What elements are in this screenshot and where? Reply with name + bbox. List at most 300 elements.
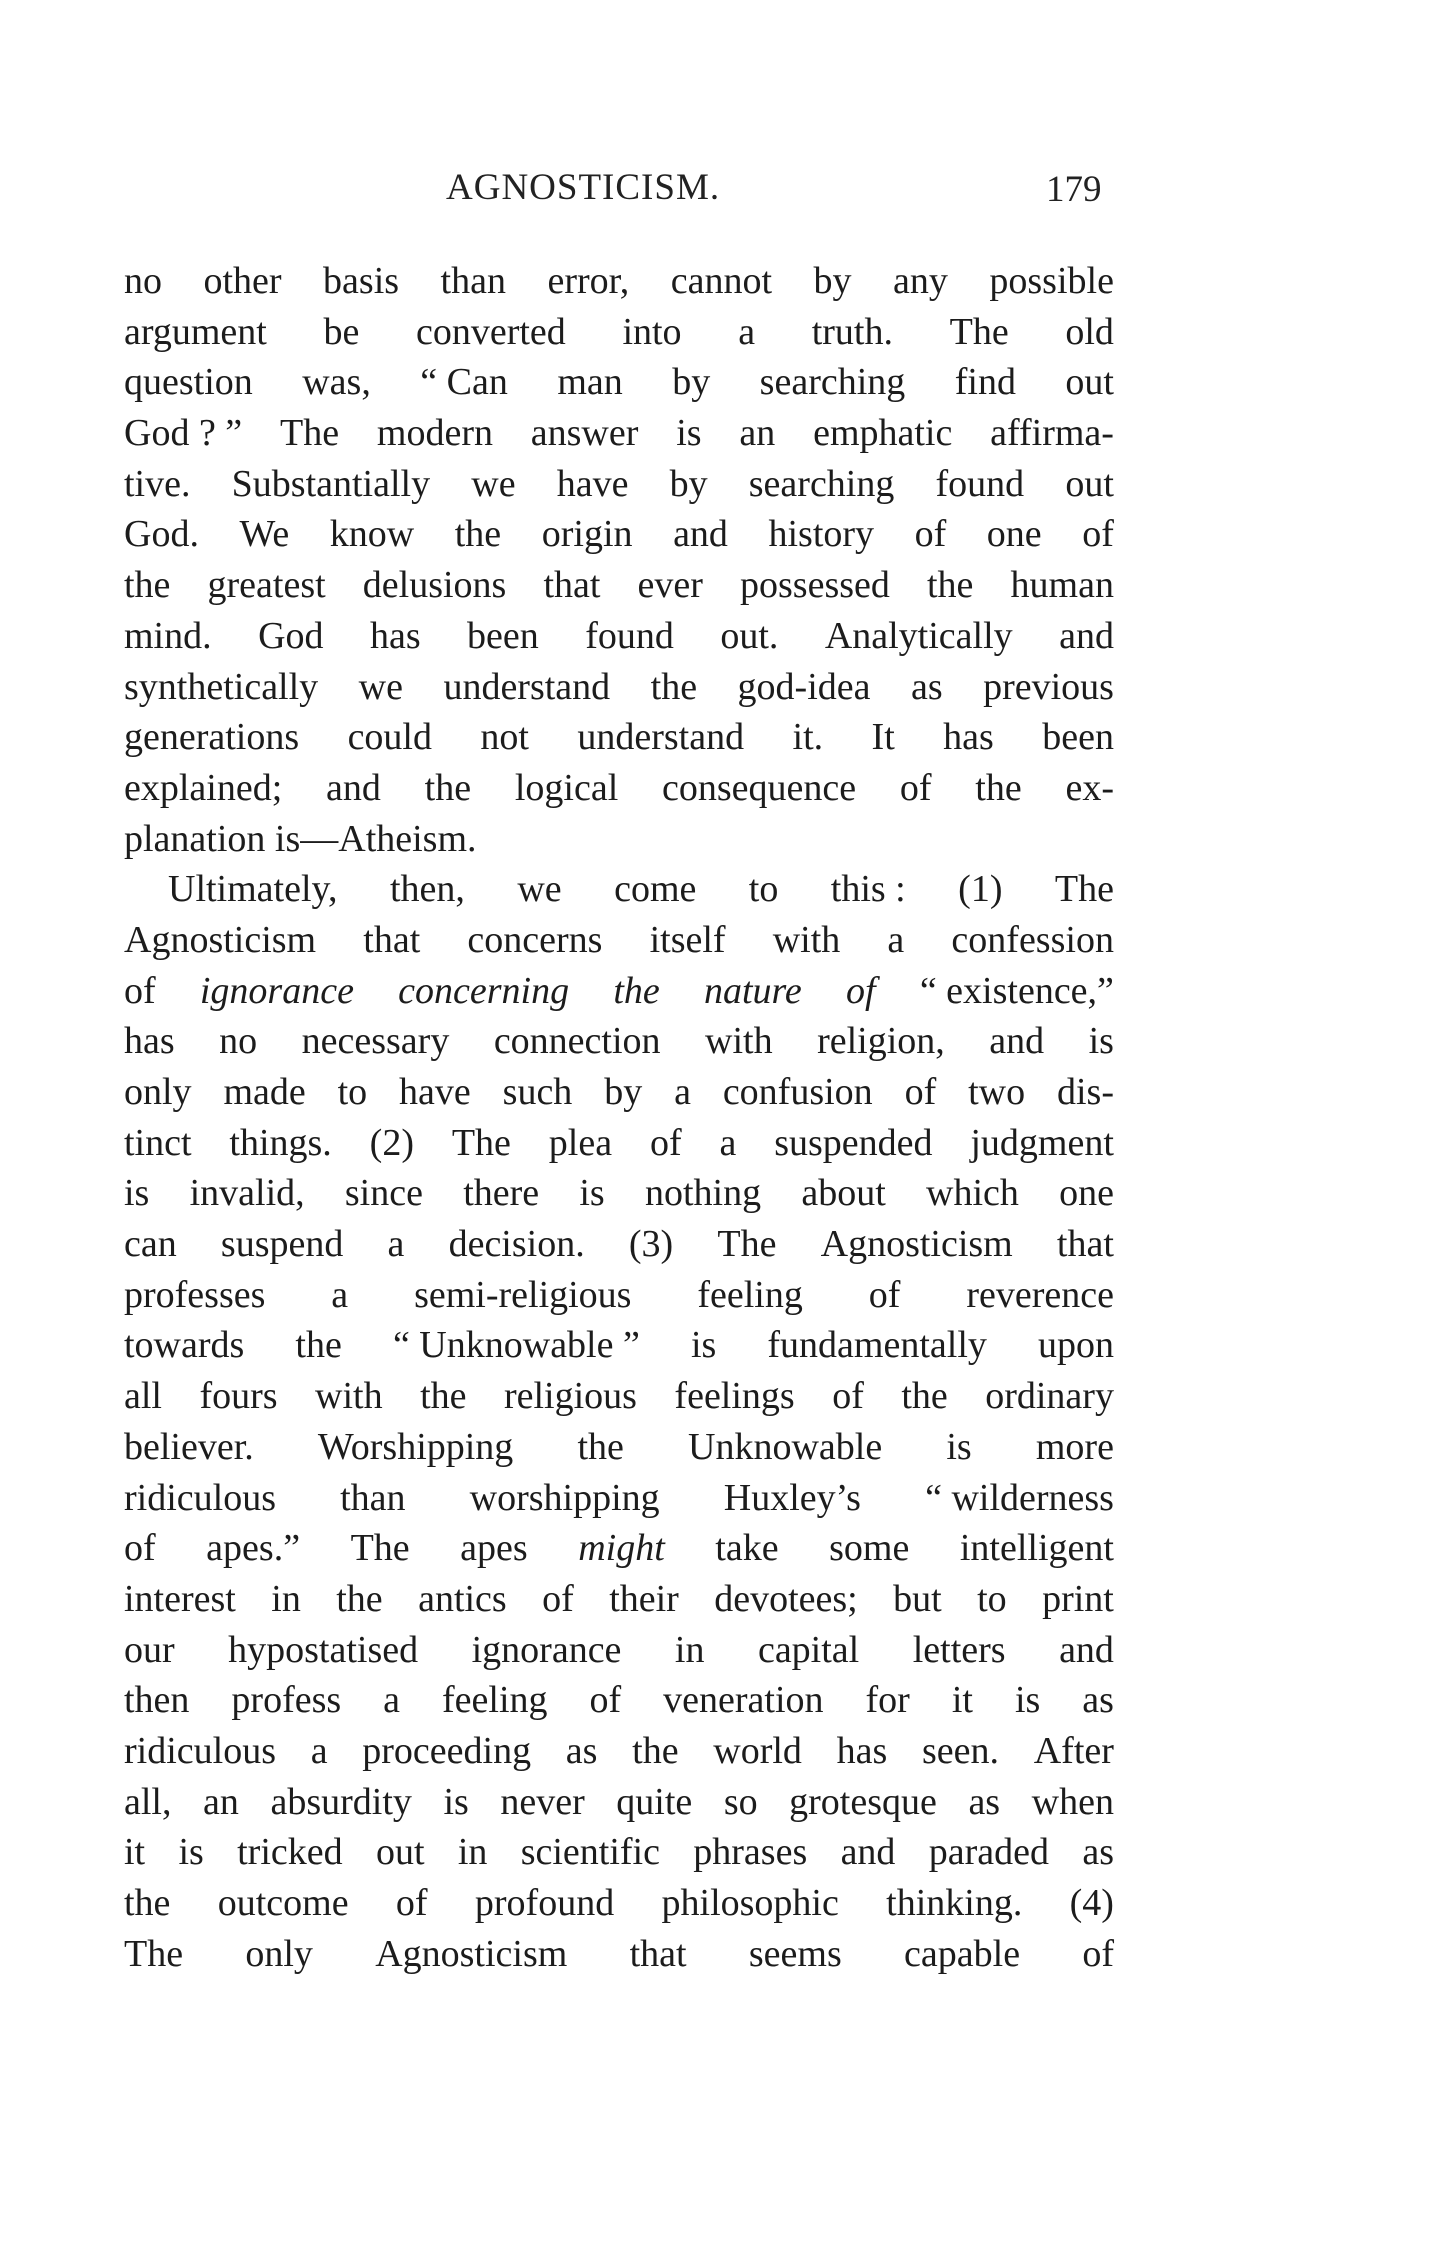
word: converted xyxy=(415,310,566,353)
word: “ wilderness xyxy=(925,1476,1114,1519)
word: veneration xyxy=(663,1679,824,1722)
word: of xyxy=(542,1577,574,1620)
word: thinking. xyxy=(886,1882,1023,1924)
word: We xyxy=(239,513,290,556)
word: so xyxy=(723,1780,758,1823)
word: since xyxy=(344,1172,423,1215)
word: of xyxy=(124,1527,156,1570)
word: a xyxy=(738,310,756,353)
word: feeling xyxy=(697,1273,803,1316)
word: synthetically xyxy=(124,665,319,708)
word: plea xyxy=(548,1121,613,1164)
word: Unknowable xyxy=(688,1425,883,1468)
word: Ultimately, xyxy=(168,868,338,911)
word: logical xyxy=(514,766,619,809)
text-line xyxy=(124,1574,1114,1625)
word: be xyxy=(323,310,360,353)
word: as xyxy=(968,1780,1001,1823)
word: made xyxy=(223,1071,306,1113)
word: which xyxy=(926,1172,1019,1215)
word: concerns xyxy=(467,918,603,961)
word: generations xyxy=(124,716,300,759)
word: and xyxy=(1059,614,1114,657)
text-line xyxy=(124,509,1114,560)
word: intelligent xyxy=(959,1527,1114,1570)
word: the xyxy=(613,969,660,1012)
word: a xyxy=(331,1273,349,1316)
word: is xyxy=(690,1324,717,1367)
word: (4) xyxy=(1069,1882,1114,1924)
word: greatest xyxy=(207,564,326,607)
word: feeling xyxy=(442,1679,548,1722)
word: print xyxy=(1042,1577,1114,1620)
word: The xyxy=(451,1121,511,1164)
text-line xyxy=(124,915,1114,966)
word: is xyxy=(676,412,702,455)
word: has xyxy=(124,1020,175,1063)
text-line xyxy=(124,1777,1114,1828)
text-line xyxy=(124,712,1114,763)
word: confession xyxy=(951,918,1114,961)
word: could xyxy=(347,716,432,759)
word: that xyxy=(629,1932,687,1975)
word: seems xyxy=(748,1932,842,1975)
word: of xyxy=(124,969,156,1012)
word: capital xyxy=(757,1628,860,1671)
word: The xyxy=(949,310,1009,353)
word: has xyxy=(836,1729,888,1772)
word: decision. xyxy=(448,1223,585,1266)
word: for xyxy=(865,1679,910,1722)
text-line xyxy=(124,307,1114,358)
word: take xyxy=(715,1527,779,1570)
word: is xyxy=(1014,1679,1041,1722)
text-line xyxy=(124,763,1114,814)
word: not xyxy=(480,716,529,759)
word: in xyxy=(271,1577,301,1620)
word: been xyxy=(1042,716,1114,759)
word: fours xyxy=(199,1375,278,1418)
word: planation xyxy=(124,817,266,860)
word: man xyxy=(557,361,623,404)
word: searching xyxy=(748,462,895,505)
word: hypostatised xyxy=(228,1628,419,1671)
word: of xyxy=(1082,513,1114,556)
word: semi-religious xyxy=(414,1273,632,1316)
text-line xyxy=(124,611,1114,662)
word: can xyxy=(124,1223,177,1266)
word: history xyxy=(768,513,875,556)
text-line xyxy=(124,1219,1114,1270)
word: ex- xyxy=(1065,766,1114,809)
text-line xyxy=(124,357,1114,408)
word: tinct xyxy=(124,1121,192,1164)
word: than xyxy=(340,1476,406,1519)
word: as xyxy=(910,665,943,708)
word: have xyxy=(399,1071,471,1113)
word: other xyxy=(203,260,282,302)
word: of xyxy=(589,1679,622,1722)
word: letters xyxy=(912,1628,1006,1671)
word: answer xyxy=(530,412,639,455)
word: capable xyxy=(904,1932,1021,1975)
word: any xyxy=(893,260,948,302)
word: God xyxy=(258,614,324,657)
word: professes xyxy=(124,1273,266,1316)
page-number: 179 xyxy=(1046,169,1102,210)
word: more xyxy=(1035,1425,1114,1468)
word: human xyxy=(1010,564,1114,607)
word: as xyxy=(1082,1679,1114,1722)
word: no xyxy=(124,260,162,302)
word: of xyxy=(649,1121,682,1164)
word: the xyxy=(926,564,974,607)
word: has xyxy=(943,716,994,759)
word: the xyxy=(295,1324,342,1367)
word: “ existence,” xyxy=(919,969,1114,1012)
word: with xyxy=(772,918,841,961)
word: of xyxy=(914,513,947,556)
word: is xyxy=(579,1172,605,1215)
word: the xyxy=(454,513,502,556)
word: was, xyxy=(302,361,371,404)
word: and xyxy=(989,1020,1045,1063)
word: argument xyxy=(124,310,267,353)
word: previous xyxy=(983,665,1114,708)
text-line xyxy=(124,1320,1114,1371)
word: concerning xyxy=(398,969,570,1012)
word: of xyxy=(868,1273,901,1316)
word: basis xyxy=(323,260,400,302)
running-head: AGNOSTICISM. xyxy=(446,167,721,208)
word: the xyxy=(420,1375,467,1418)
word: our xyxy=(124,1628,175,1671)
text-line xyxy=(124,408,1114,459)
word: by xyxy=(604,1071,643,1113)
word: it xyxy=(124,1831,146,1874)
word: their xyxy=(609,1577,679,1620)
text-line xyxy=(124,1422,1114,1473)
word: outcome xyxy=(217,1882,349,1924)
word: is xyxy=(124,1172,150,1215)
word: no xyxy=(219,1020,258,1063)
word: absurdity xyxy=(270,1780,412,1823)
text-line xyxy=(124,1878,1114,1929)
word: tive. xyxy=(124,462,191,505)
word: the xyxy=(901,1375,948,1418)
word: the xyxy=(336,1577,383,1620)
word: of xyxy=(899,766,932,809)
word: nothing xyxy=(644,1172,762,1215)
word: in xyxy=(674,1628,705,1671)
word: as xyxy=(565,1729,598,1772)
text-line xyxy=(124,1726,1114,1777)
word: question xyxy=(124,361,253,404)
word: possible xyxy=(989,260,1114,302)
word: out. xyxy=(720,614,779,657)
word: out xyxy=(1065,462,1114,505)
word: error, xyxy=(547,260,630,302)
word: devotees; xyxy=(714,1577,858,1620)
word: is xyxy=(443,1780,469,1823)
word: “ Unknowable ” xyxy=(392,1324,640,1367)
text-line xyxy=(124,1523,1114,1574)
word: come xyxy=(614,868,697,911)
word: the xyxy=(424,766,472,809)
word: ignorance xyxy=(199,969,354,1012)
text-line xyxy=(124,1827,1114,1878)
word: have xyxy=(556,462,629,505)
text-line xyxy=(124,256,1114,307)
word: by xyxy=(669,462,708,505)
word: believer. xyxy=(124,1425,254,1468)
word: a xyxy=(887,918,905,961)
word: understand xyxy=(443,665,611,708)
word: delusions xyxy=(362,564,507,607)
word: consequence xyxy=(662,766,857,809)
word: by xyxy=(813,260,852,302)
word: judgment xyxy=(970,1121,1114,1164)
word: know xyxy=(329,513,415,556)
word: it. xyxy=(792,716,824,759)
word: (3) xyxy=(628,1223,674,1266)
text-line xyxy=(124,662,1114,713)
word: confusion xyxy=(722,1071,873,1113)
text-line xyxy=(124,1929,1114,1980)
word: never xyxy=(500,1780,585,1823)
word: an xyxy=(203,1780,239,1823)
word: towards xyxy=(124,1324,245,1367)
word: God ? ” xyxy=(124,412,243,455)
word: as xyxy=(1082,1831,1114,1874)
word: paraded xyxy=(928,1831,1050,1874)
word: god-idea xyxy=(737,665,871,708)
word: the xyxy=(124,1882,171,1924)
word: truth. xyxy=(811,310,893,353)
word: religious xyxy=(503,1375,637,1418)
word: The xyxy=(350,1527,410,1570)
word: the xyxy=(975,766,1022,809)
word: a xyxy=(719,1121,737,1164)
word: Agnosticism xyxy=(820,1223,1013,1266)
text-line xyxy=(124,1168,1114,1219)
word: the xyxy=(632,1729,679,1772)
word: God. xyxy=(124,513,199,556)
word: is—Atheism. xyxy=(274,817,477,860)
word: two xyxy=(968,1071,1026,1113)
word: when xyxy=(1031,1780,1114,1823)
word: a xyxy=(383,1679,401,1722)
word: feelings xyxy=(674,1375,795,1418)
word: antics xyxy=(418,1577,507,1620)
word: in xyxy=(457,1831,488,1874)
word: all xyxy=(124,1375,162,1418)
word: there xyxy=(463,1172,540,1215)
word: of xyxy=(846,969,876,1012)
word: ridiculous xyxy=(124,1729,276,1772)
word: that xyxy=(1056,1223,1114,1266)
word: all, xyxy=(124,1780,172,1823)
word: scientific xyxy=(520,1831,660,1874)
word: nature xyxy=(704,969,802,1012)
word: of xyxy=(395,1882,428,1924)
text-line xyxy=(124,1016,1114,1067)
word: The xyxy=(280,412,340,455)
word: might xyxy=(578,1527,665,1570)
word: Analytically xyxy=(824,614,1013,657)
word: worshipping xyxy=(469,1476,660,1519)
word: ever xyxy=(637,564,703,607)
word: understand xyxy=(577,716,745,759)
word: the xyxy=(577,1425,624,1468)
word: itself xyxy=(649,918,726,961)
word: profess xyxy=(231,1679,342,1722)
word: about xyxy=(801,1172,886,1215)
text-line xyxy=(124,1371,1114,1422)
word: Agnosticism xyxy=(124,918,317,961)
word: interest xyxy=(124,1577,236,1620)
word: a xyxy=(310,1729,328,1772)
word: this : xyxy=(830,868,906,911)
word: old xyxy=(1065,310,1114,353)
word: Agnosticism xyxy=(375,1932,568,1975)
word: Substantially xyxy=(231,462,431,505)
word: ridiculous xyxy=(124,1476,276,1519)
word: After xyxy=(1033,1729,1114,1772)
word: that xyxy=(543,564,601,607)
word: dis- xyxy=(1056,1071,1114,1113)
word: cannot xyxy=(670,260,773,302)
word: The xyxy=(717,1223,777,1266)
word: with xyxy=(705,1020,773,1063)
word: necessary xyxy=(301,1020,450,1063)
word: proceeding xyxy=(362,1729,532,1772)
text-line xyxy=(124,560,1114,611)
word: one xyxy=(986,513,1042,556)
word: origin xyxy=(541,513,633,556)
word: found xyxy=(935,462,1025,505)
word: phrases xyxy=(693,1831,808,1874)
text-line xyxy=(124,1118,1114,1169)
word: to xyxy=(977,1577,1007,1620)
word: Huxley’s xyxy=(723,1476,861,1519)
word: reverence xyxy=(966,1273,1114,1316)
word: religion, xyxy=(817,1020,945,1063)
word: The xyxy=(124,1932,184,1975)
word: some xyxy=(829,1527,910,1570)
word: is xyxy=(946,1425,972,1468)
word: a xyxy=(387,1223,405,1266)
word: grotesque xyxy=(789,1780,937,1823)
word: apes.” xyxy=(206,1527,301,1570)
word: only xyxy=(245,1932,313,1975)
word: with xyxy=(315,1375,383,1418)
word: things. xyxy=(229,1121,332,1164)
word: to xyxy=(337,1071,368,1113)
word: upon xyxy=(1037,1324,1114,1367)
text-line xyxy=(124,1625,1114,1676)
word: ordinary xyxy=(985,1375,1114,1418)
word: apes xyxy=(460,1527,528,1570)
word: philosophic xyxy=(661,1882,839,1924)
word: ignorance xyxy=(471,1628,622,1671)
body-text xyxy=(124,256,1114,1979)
word: emphatic xyxy=(813,412,953,455)
word: suspend xyxy=(220,1223,344,1266)
word: is xyxy=(1088,1020,1114,1063)
word: profound xyxy=(474,1882,615,1924)
word: of xyxy=(832,1375,864,1418)
word: into xyxy=(622,310,682,353)
word: one xyxy=(1059,1172,1114,1215)
word: has xyxy=(369,614,421,657)
word: that xyxy=(363,918,421,961)
word: possessed xyxy=(740,564,890,607)
word: such xyxy=(502,1071,573,1113)
text-line xyxy=(124,814,1114,865)
word: then xyxy=(124,1679,190,1722)
word: to xyxy=(748,868,779,911)
word: and xyxy=(1059,1628,1114,1671)
word: The xyxy=(1054,868,1114,911)
word: only xyxy=(124,1071,192,1113)
word: mind. xyxy=(124,614,212,657)
word: than xyxy=(440,260,506,302)
word: affirma- xyxy=(990,412,1114,455)
word: found xyxy=(585,614,674,657)
word: out xyxy=(1065,361,1114,404)
word: by xyxy=(672,361,711,404)
word: and xyxy=(326,766,381,809)
text-line xyxy=(124,1675,1114,1726)
word: the xyxy=(124,564,171,607)
word: and xyxy=(840,1831,896,1874)
text-line xyxy=(124,966,1114,1017)
word: then, xyxy=(389,868,465,911)
word: (1) xyxy=(958,868,1003,911)
text-line xyxy=(124,1067,1114,1118)
word: a xyxy=(674,1071,691,1113)
word: it xyxy=(951,1679,973,1722)
word: out xyxy=(375,1831,425,1874)
word: we xyxy=(517,868,562,911)
word: suspended xyxy=(774,1121,933,1164)
word: “ Can xyxy=(420,361,508,404)
word: modern xyxy=(376,412,493,455)
word: and xyxy=(673,513,728,556)
word: world xyxy=(713,1729,802,1772)
word: find xyxy=(954,361,1016,404)
word: an xyxy=(739,412,776,455)
word: tricked xyxy=(237,1831,343,1874)
word: invalid, xyxy=(189,1172,305,1215)
word: fundamentally xyxy=(767,1324,987,1367)
text-line xyxy=(124,459,1114,510)
word: is xyxy=(178,1831,204,1874)
word: It xyxy=(871,716,895,759)
text-line xyxy=(124,1270,1114,1321)
word: seen. xyxy=(922,1729,1000,1772)
word: searching xyxy=(759,361,906,404)
word: we xyxy=(358,665,403,708)
word: connection xyxy=(493,1020,661,1063)
word: been xyxy=(467,614,539,657)
word: Worshipping xyxy=(317,1425,514,1468)
word: we xyxy=(471,462,516,505)
word: (2) xyxy=(369,1121,414,1164)
word: but xyxy=(893,1577,942,1620)
word: the xyxy=(650,665,698,708)
